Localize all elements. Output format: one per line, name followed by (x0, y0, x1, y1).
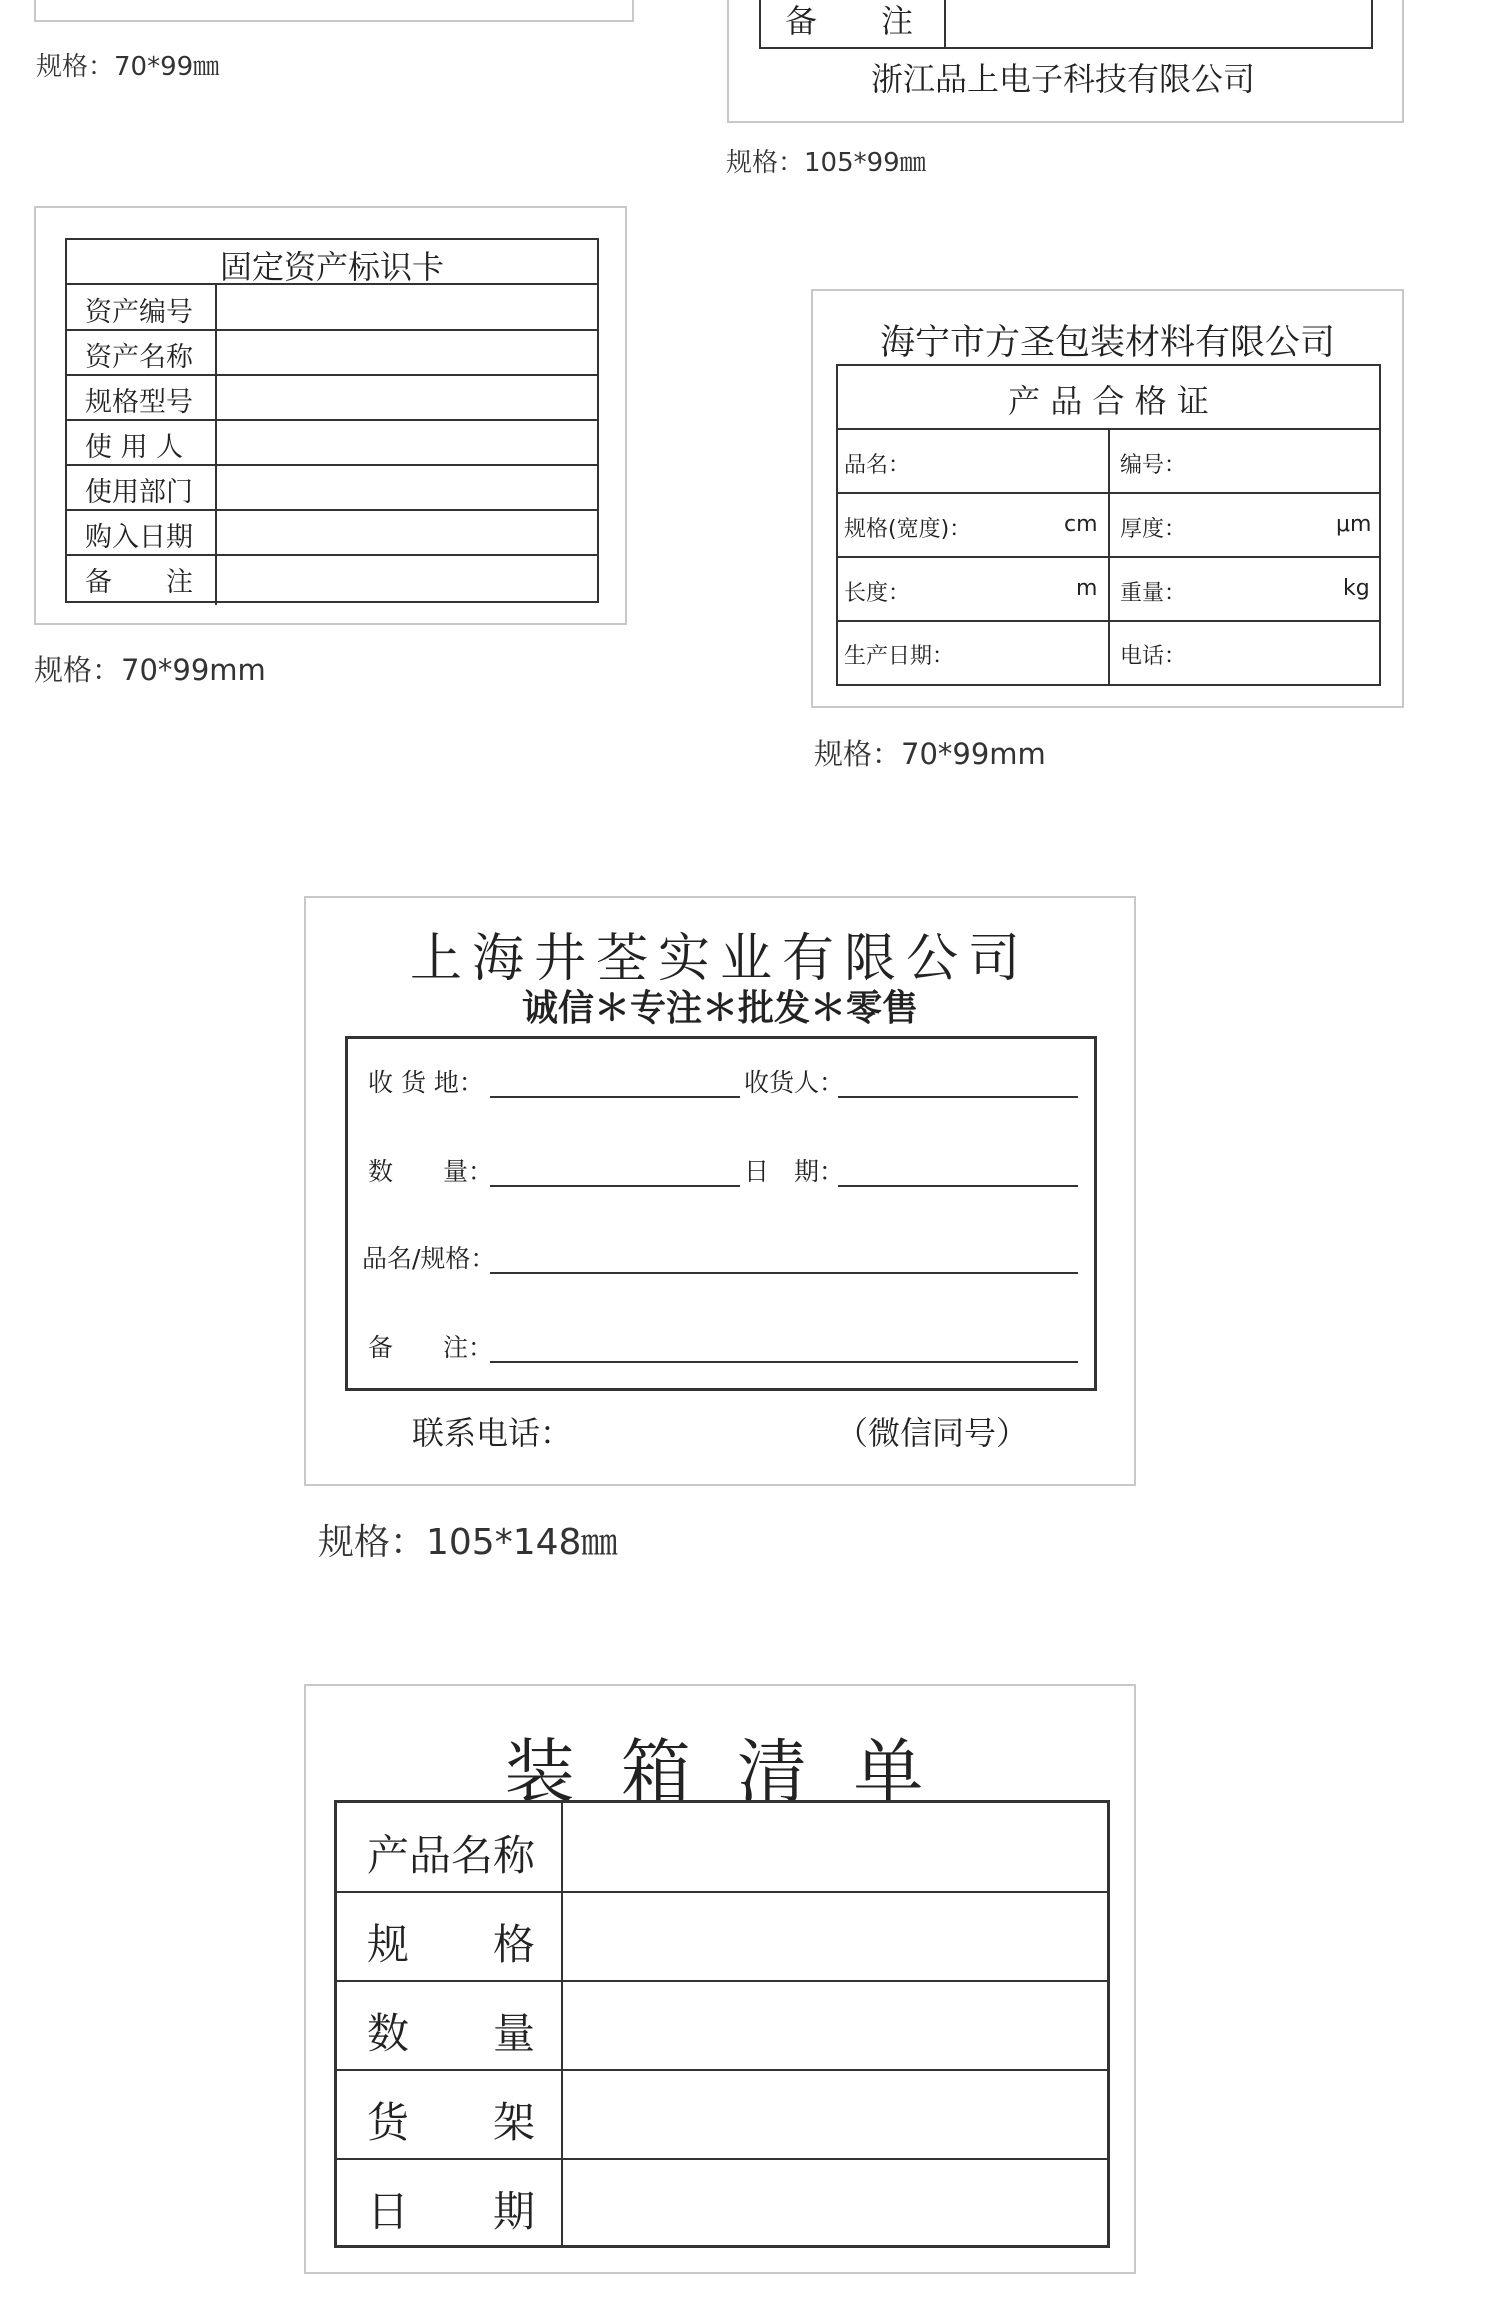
field-name-label: 品名： (844, 453, 911, 478)
label-card-5 (304, 896, 1136, 1486)
packing-row-label: 规 格 (367, 1920, 536, 1969)
asset-row-label: 资产名称 (85, 342, 193, 373)
field-weight-label: 重量： (1120, 581, 1187, 606)
field-width-label: 规格(宽度)： (844, 517, 972, 542)
label-card-2 (727, 0, 1404, 123)
field-production-date-label: 生产日期： (844, 644, 955, 669)
date-label: 日 期： (744, 1157, 845, 1186)
quantity-label: 数 量： (368, 1157, 494, 1186)
unit-m: m (1076, 576, 1098, 601)
field-number-label: 编号： (1120, 453, 1187, 478)
wechat-note: （微信同号） (836, 1414, 1029, 1452)
asset-row-label: 资产编号 (85, 297, 193, 328)
label-2-remark-label: 备 注 (785, 2, 914, 40)
label-card-3 (34, 206, 627, 625)
remark-label: 备 注： (368, 1333, 494, 1362)
packing-row-label: 日 期 (367, 2187, 536, 2236)
packing-list-table (334, 1800, 1110, 2248)
label-card-1 (34, 0, 634, 22)
product-spec-line[interactable] (490, 1272, 1078, 1274)
asset-card-title: 固定资产标识卡 (219, 248, 444, 286)
unit-kg: kg (1343, 576, 1370, 601)
destination-line[interactable] (490, 1096, 740, 1098)
label-5-company: 上海井荃实业有限公司 (409, 929, 1030, 989)
receiver-label: 收货人： (744, 1068, 845, 1097)
receiver-line[interactable] (838, 1096, 1078, 1098)
certificate-table (836, 364, 1381, 686)
field-thickness-label: 厚度： (1120, 517, 1187, 542)
packing-row-label: 货 架 (367, 2098, 536, 2147)
date-line[interactable] (838, 1185, 1078, 1187)
product-spec-label: 品名/规格： (362, 1244, 496, 1273)
label-2-spec: 规格：105*99㎜ (726, 148, 926, 178)
asset-row-label: 使用部门 (85, 477, 193, 508)
asset-row-label: 备 注 (85, 567, 193, 598)
field-length-label: 长度： (844, 581, 911, 606)
remark-line[interactable] (490, 1361, 1078, 1363)
label-5-slogan: 诚信＊专注＊批发＊零售 (521, 987, 918, 1029)
destination-label: 收 货 地： (368, 1068, 484, 1097)
contact-phone-label: 联系电话： (412, 1414, 573, 1452)
asset-card-table (65, 238, 599, 603)
quantity-line[interactable] (490, 1185, 740, 1187)
certificate-title: 产 品 合 格 证 (1008, 382, 1209, 420)
asset-row-label: 购入日期 (85, 522, 193, 553)
label-4-spec: 规格：70*99mm (814, 737, 1046, 771)
packing-row-label: 数 量 (367, 2009, 536, 2058)
packing-row-label: 产品名称 (367, 1831, 536, 1880)
unit-um: μm (1336, 512, 1372, 537)
shipping-form (345, 1036, 1097, 1391)
label-2-company: 浙江品上电子科技有限公司 (871, 60, 1256, 98)
label-1-spec: 规格：70*99㎜ (36, 52, 220, 82)
label-4-company: 海宁市方圣包装材料有限公司 (879, 323, 1335, 363)
unit-cm: cm (1064, 512, 1098, 537)
label-card-4 (811, 289, 1404, 708)
label-3-spec: 规格：70*99mm (34, 653, 266, 687)
field-phone-label: 电话： (1120, 644, 1187, 669)
label-card-6 (304, 1684, 1136, 2274)
packing-list-title: 装 箱 清 单 (504, 1731, 936, 1813)
asset-row-label: 规格型号 (85, 387, 193, 418)
asset-row-label: 使 用 人 (85, 432, 184, 463)
label-5-spec: 规格：105*148㎜ (318, 1522, 618, 1563)
label-2-remark-table (759, 0, 1373, 49)
